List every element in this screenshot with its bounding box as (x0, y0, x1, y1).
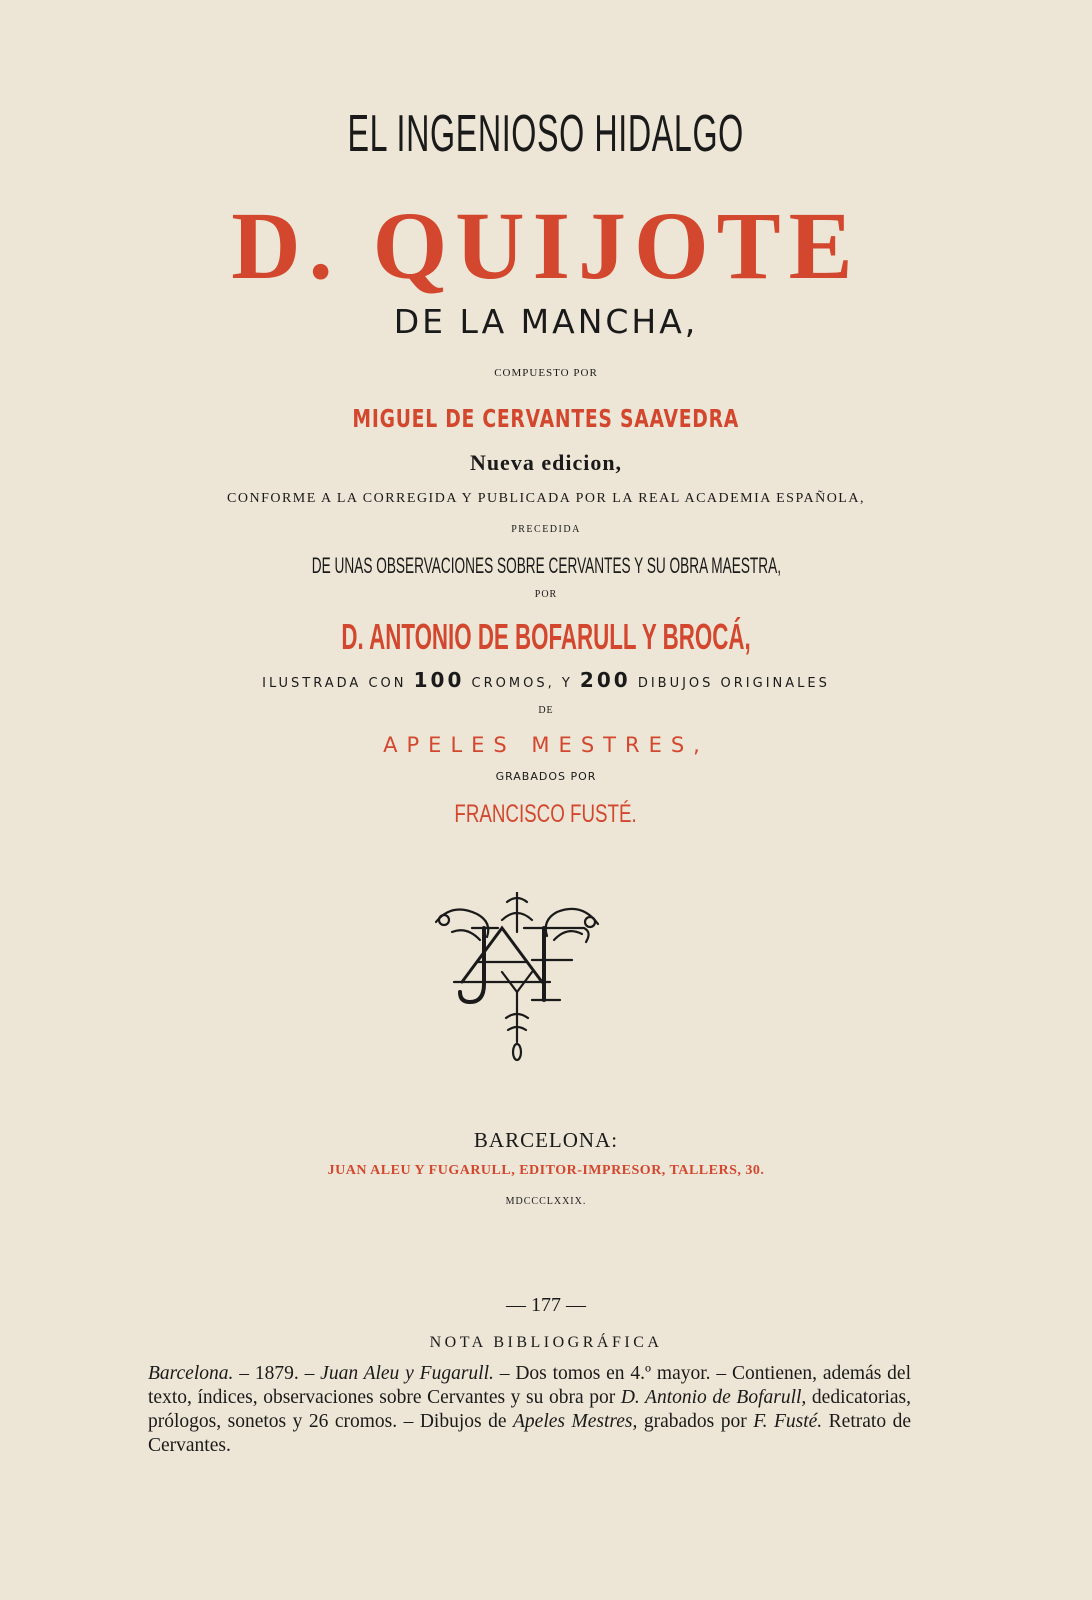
title-line-d-quijote: D. QUIJOTE (231, 192, 861, 299)
author-name: MIGUEL DE CERVANTES SAAVEDRA (352, 404, 740, 433)
precedida-line: PRECEDIDA (511, 524, 581, 535)
note-heading: NOTA BIBLIOGRÁFICA (429, 1334, 663, 1351)
de-line: DE (538, 705, 554, 716)
bibliographic-note (148, 1362, 911, 1458)
illustrator-name: APELES MESTRES, (383, 733, 709, 757)
engraver-name: FRANCISCO FUSTÉ. (454, 800, 638, 828)
year-line: MDCCCLXXIX. (505, 1196, 587, 1207)
grabados-por-line: GRABADOS POR (495, 770, 597, 783)
conforme-line: CONFORME A LA CORREGIDA Y PUBLICADA POR LA REAL ACADEMIA ESPAÑOLA, (227, 491, 865, 506)
city-line: BARCELONA: (473, 1128, 619, 1152)
note-paragraph: Barcelona. – 1879. – Juan Aleu y Fugarull. – Dos tomos en 4.º mayor. – Contienen, además del texto, índices, observaciones sobre Cervantes y su obra por D. Antonio de Bofarull, dedicatorias, prólogos, sonetos y 26 cromos. – Dibujos de Apeles Mestres, grabados por F. Fusté. Retrato de Cervantes. (148, 1363, 912, 1456)
title-line-de-la-mancha: DE LA MANCHA, (393, 302, 699, 341)
ilustrada-line: ILUSTRADA CON 100 CROMOS, Y 200 DIBUJOS ORIGINALES (262, 668, 830, 692)
observaciones-line: DE UNAS OBSERVACIONES SOBRE CERVANTES Y SU OBRA MAESTRA, (311, 553, 781, 578)
compuesto-por: COMPUESTO POR (494, 367, 598, 379)
title-line-el-ingenioso-hidalgo: EL INGENIOSO HIDALGO (347, 105, 745, 163)
edition-line: Nueva edicion, (469, 450, 623, 475)
page-number: — 177 — (506, 1294, 586, 1316)
editor-name: D. ANTONIO DE BOFARULL Y BROCÁ, (341, 616, 751, 657)
publisher-line: JUAN ALEU Y FUGARULL, EDITOR-IMPRESOR, TALLERS, 30. (327, 1163, 765, 1178)
por-line: POR (534, 589, 558, 600)
monogram-emblem-icon (432, 892, 602, 1064)
